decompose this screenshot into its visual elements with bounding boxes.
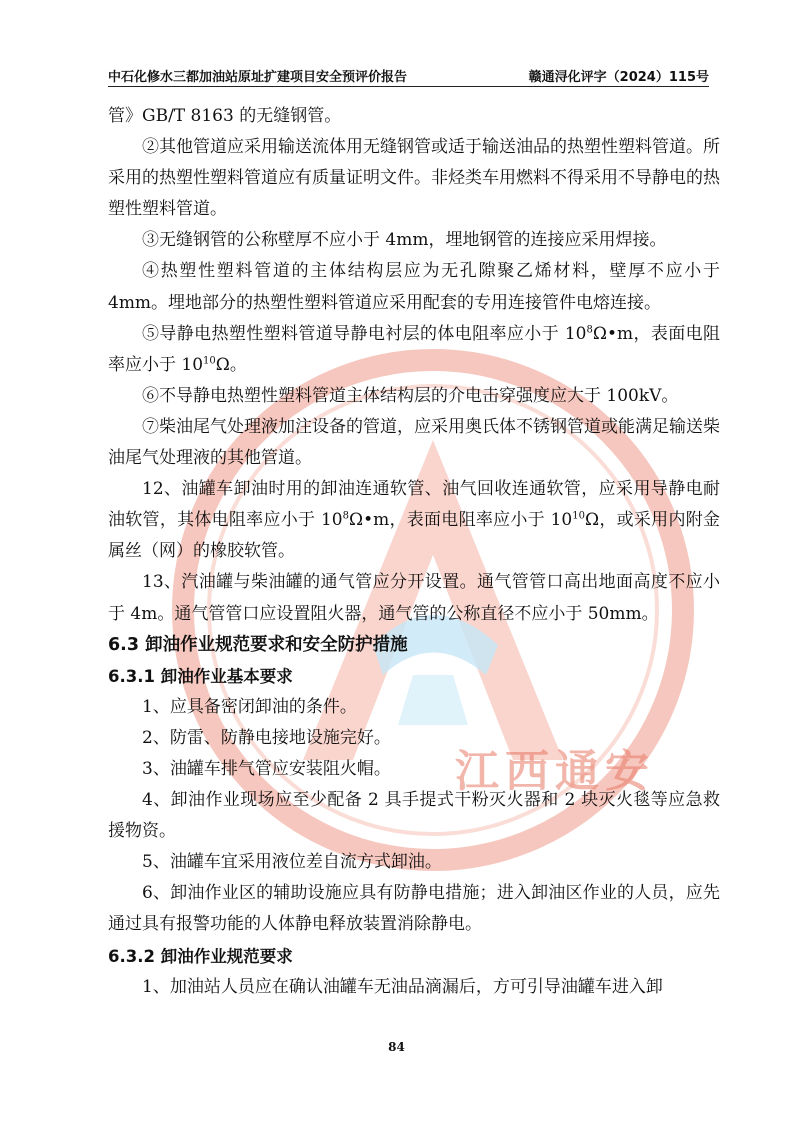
superscript: 8 [586, 324, 593, 335]
paragraph: ④热塑性塑料管道的主体结构层应为无孔隙聚乙烯材料，壁厚不应小于 4mm。埋地部分的热塑性塑料管道应采用配套的专用连接管件电熔连接。 [108, 261, 720, 313]
page-header [108, 64, 709, 86]
document-body [108, 101, 720, 1003]
list-item: 4、卸油作业现场应至少配备 2 具手提式干粉灭火器和 2 块灭火毯等应急救援物资。 [108, 790, 720, 842]
header-divider [108, 86, 709, 87]
list-item: 6、卸油作业区的辅助设施应具有防静电措施；进入卸油区作业的人员，应先通过具有报警功能的人体静电释放装置消除静电。 [108, 883, 720, 935]
paragraph: ⑦柴油尾气处理液加注设备的管道，应采用奥氏体不锈钢管道或能满足输送柴油尾气处理液的其他管道。 [108, 416, 720, 469]
text-run: 12、油罐车卸油时用的卸油连通软管、油气回收连通软管，应采用导静电耐油软管，其体电阻率应小于 10 [108, 479, 720, 531]
list-item: 5、油罐车宜采用液位差自流方式卸油。 [142, 852, 442, 873]
paragraph [108, 474, 720, 567]
text-run: Ω•m，表面电阻率应小于 10 [108, 323, 720, 375]
list-item: 1、加油站人员应在确认油罐车无油品滴漏后，方可引导油罐车进入卸 [142, 976, 663, 997]
list-item: 2、防雷、防静电接地设施完好。 [142, 727, 391, 748]
superscript: 10 [572, 510, 585, 522]
superscript: 8 [342, 510, 349, 522]
superscript: 10 [203, 355, 216, 367]
watermark-text: 江西通安 [455, 746, 655, 797]
paragraph [108, 319, 720, 381]
paragraph: 13、汽油罐与柴油罐的通气管应分开设置。通气管管口高出地面高度不应小于 4m。通气管管口应设置阻火器，通气管的公称直径不应小于 50mm。 [108, 572, 720, 624]
subsection-heading-6-3-1: 6.3.1 卸油作业基本要求 [108, 666, 293, 686]
header-report-title: 中石化修水三都加油站原址扩建项目安全预评价报告 [108, 70, 408, 85]
section-heading-6-3: 6.3 卸油作业规范要求和安全防护措施 [108, 634, 408, 655]
paragraph: 管》GB/T 8163 的无缝钢管。 [108, 106, 342, 126]
text-run: ⑤导静电热塑性塑料管道导静电衬层的体电阻率应小于 10 [142, 323, 587, 344]
list-item: 3、油罐车排气管应安装阻火帽。 [142, 758, 391, 779]
page-number: 84 [388, 1040, 405, 1054]
list-item: 1、应具备密闭卸油的条件。 [142, 696, 357, 717]
paragraph: ⑥不导静电热塑性塑料管道主体结构层的介电击穿强度应大于 100kV。 [142, 385, 679, 406]
header-report-number: 赣通浔化评字（2024）115号 [528, 70, 709, 85]
paragraph: ②其他管道应采用输送流体用无缝钢管或适于输送油品的热塑性塑料管道。所采用的热塑性塑料管道应有质量证明文件。非烃类车用燃料不得采用不导静电的热塑性塑料管道。 [108, 137, 720, 220]
subsection-heading-6-3-2: 6.3.2 卸油作业规范要求 [108, 946, 293, 966]
text-run: Ω•m，表面电阻率应小于 10 [348, 510, 573, 531]
text-run: Ω，或采用内附金属丝（网）的橡胶软管。 [108, 510, 720, 562]
text-run: Ω。 [215, 354, 247, 375]
paragraph: ③无缝钢管的公称壁厚不应小于 4mm，埋地钢管的连接应采用焊接。 [142, 230, 667, 251]
